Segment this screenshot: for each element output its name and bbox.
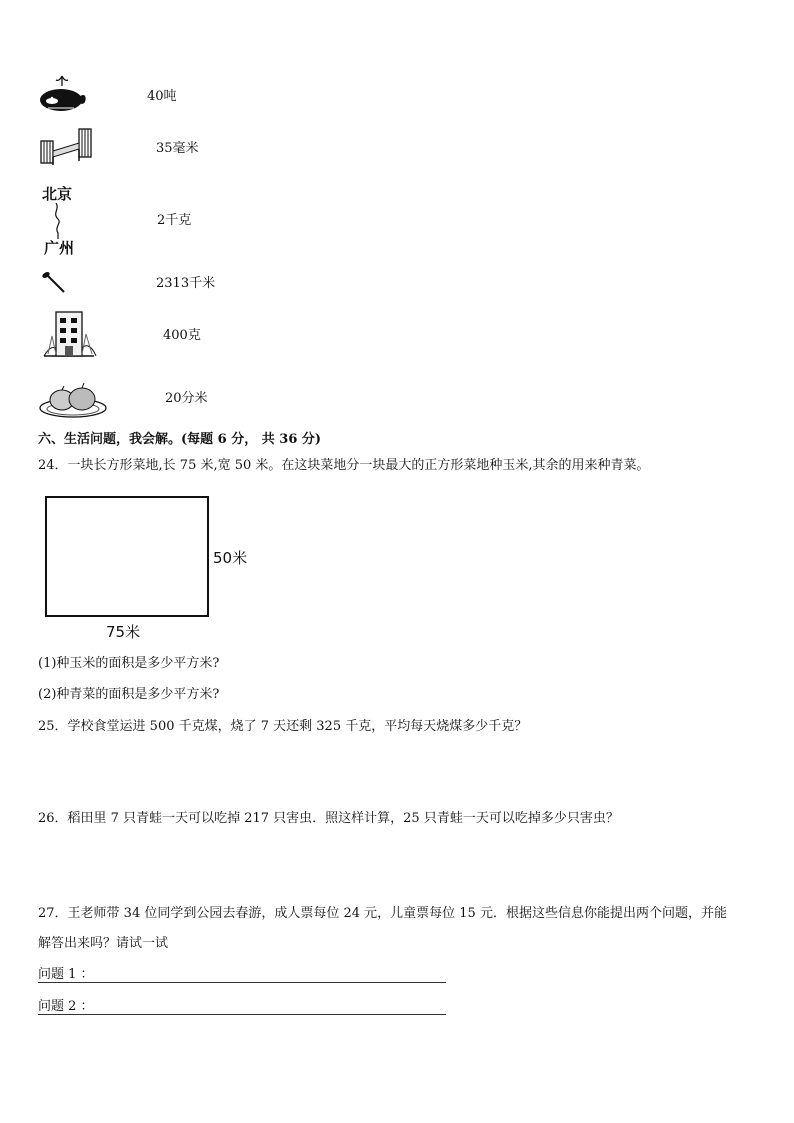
rectangle-figure [45,496,209,617]
beijing-guangzhou-map-icon [40,183,80,259]
value-6: 20分米 [165,391,208,406]
section-heading: 六、生活问题，我会解。(每题 6 分， 共 36 分) [38,432,322,447]
beijing-label: 北京 [42,185,73,203]
sub-question-2: (2)种青菜的面积是多少平方米? [38,687,220,702]
question-25: 25．学校食堂运进 500 千克煤，烧了 7 天还剩 325 千克，平均每天烧煤多少千克？ [38,719,528,734]
value-3: 2千克 [157,213,192,228]
value-5: 400克 [163,328,201,343]
question-27-line-2: 解答出来吗？请试一试 [38,936,169,951]
problem-1-label: 问题 1 ： [38,967,94,982]
question-24: 24．一块长方形菜地,长 75 米,宽 50 米。在这块菜地分一块最大的正方形菜地种玉米,其余的用来种青菜。 [38,458,650,473]
problem-2-answer-line[interactable] [38,1014,446,1015]
width-label: 50米 [213,549,248,567]
value-1: 40吨 [147,89,177,104]
value-2: 35毫米 [156,141,199,156]
problem-2-label: 问题 2 ： [38,999,94,1014]
question-26: 26．稻田里 7 只青蛙一天可以吃掉 217 只害虫．照这样计算，25 只青蛙一天可以吃掉多少只害虫？ [38,811,619,826]
bed-icon [39,125,93,167]
apples-plate-icon [38,378,108,420]
question-27-line-1: 27．王老师带 34 位同学到公园去春游，成人票每位 24 元，儿童票每位 15 元．根据这些信息你能提出两个问题，并能 [38,906,727,921]
guangzhou-label: 广州 [44,239,75,257]
whale-icon [38,74,88,114]
building-icon [40,306,98,362]
sub-question-1: (1)种玉米的面积是多少平方米? [38,656,220,671]
value-4: 2313千米 [156,276,216,291]
pin-icon [40,268,68,296]
problem-1-answer-line[interactable] [38,982,446,983]
length-label: 75米 [106,623,141,641]
